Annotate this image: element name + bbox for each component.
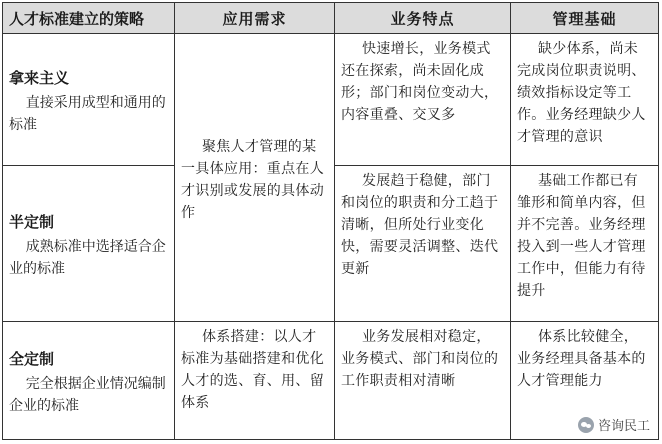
business-cell — [335, 322, 511, 440]
business-text: 业务发展相对稳定，业务模式、部门和岗位的工作职责相对清晰 — [341, 329, 499, 389]
header-application: 应用需求 — [175, 3, 335, 34]
application-merged-cell — [175, 34, 335, 322]
strategy-description: 完全根据企业情况编制企业的标准 — [9, 376, 166, 414]
application-text: 聚焦人才管理的某一具体应用：重点在人才识别或发展的具体动作 — [181, 138, 324, 221]
header-strategy: 人才标准建立的策略 — [3, 3, 175, 34]
strategy-cell — [3, 322, 175, 440]
wechat-icon — [578, 417, 594, 433]
watermark — [578, 415, 650, 434]
strategy-table — [2, 2, 659, 440]
management-text: 缺少体系，尚未完成岗位职责说明、绩效指标设定等工作。业务经理缺少人才管理的意识 — [517, 41, 646, 145]
business-text: 发展趋于稳健，部门和岗位的职责和分工趋于清晰，但所处行业变化快，需要灵活调整、迭代更新 — [341, 173, 499, 277]
management-cell — [511, 34, 659, 166]
strategy-title: 全定制 — [9, 350, 55, 368]
table-row — [3, 34, 659, 166]
strategy-title: 拿来主义 — [9, 69, 70, 87]
management-text: 基础工作都已有雏形和简单内容，但并不完善。业务经理投入到一些人才管理工作中，但能力有待提升 — [517, 173, 646, 299]
strategy-cell — [3, 34, 175, 166]
strategy-description: 直接采用成型和通用的标准 — [9, 95, 166, 133]
business-cell — [335, 166, 511, 322]
business-text: 快速增长，业务模式还在探索，尚未固化成形；部门和岗位变动大，内容重叠、交叉多 — [341, 41, 499, 123]
application-cell — [175, 322, 335, 440]
header-row — [3, 3, 659, 34]
watermark-text: 咨询民工 — [597, 419, 650, 434]
management-text: 体系比较健全，业务经理具备基本的人才管理能力 — [517, 329, 646, 389]
table-row — [3, 322, 659, 440]
management-cell — [511, 166, 659, 322]
strategy-cell — [3, 166, 175, 322]
application-text: 体系搭建：以人才标准为基础搭建和优化人才的选、育、用、留体系 — [181, 329, 324, 411]
strategy-description: 成熟标准中选择适合企业的标准 — [9, 239, 166, 277]
strategy-title: 半定制 — [9, 213, 55, 231]
header-management: 管理基础 — [511, 3, 659, 34]
header-business: 业务特点 — [335, 3, 511, 34]
business-cell — [335, 34, 511, 166]
